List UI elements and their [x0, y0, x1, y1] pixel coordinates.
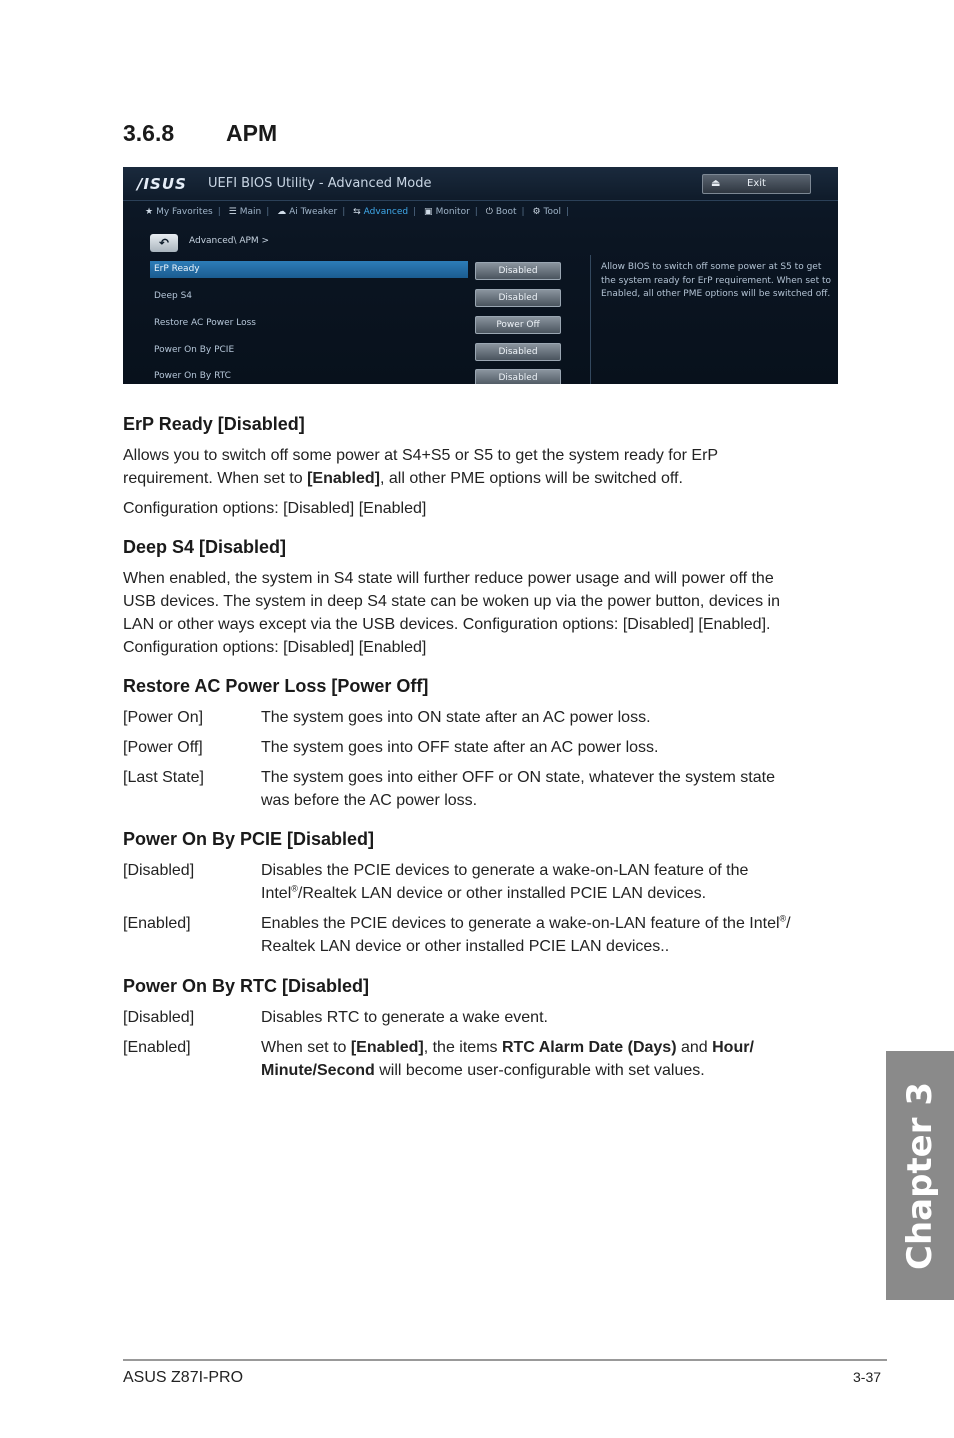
- erp-line-2-pre: requirement. When set to: [123, 470, 308, 487]
- desc-text: /Realtek LAN device or other installed PCIE LAN devices.: [297, 885, 707, 902]
- option-desc: The system goes into OFF state after an AC power loss.: [261, 739, 659, 756]
- erp-heading: ErP Ready [Disabled]: [123, 414, 305, 434]
- bios-divider: [590, 255, 591, 384]
- tab-label: Ai Tweaker: [289, 207, 338, 217]
- option-term: [Disabled]: [123, 862, 195, 879]
- exit-label: Exit: [747, 178, 766, 189]
- bios-value-restore-ac[interactable]: Power Off: [475, 316, 561, 334]
- deep-s4-line-3: LAN or other ways except via the USB devices. Configuration options: [Disabled] [Enabled].: [123, 616, 771, 633]
- deep-s4-line-4: Configuration options: [Disabled] [Enabled]: [123, 639, 427, 656]
- option-desc: Disables the PCIE devices to generate a wake-on-LAN feature of the: [261, 862, 749, 879]
- bios-app-title: UEFI BIOS Utility - Advanced Mode: [208, 176, 432, 191]
- option-term: [Last State]: [123, 769, 204, 786]
- option-term: [Power Off]: [123, 739, 203, 756]
- option-desc-cont: [261, 882, 839, 905]
- advanced-icon: ⇆: [353, 207, 361, 217]
- tab-label: Advanced: [363, 207, 409, 217]
- section-title: APM: [226, 120, 278, 146]
- option-term: [Enabled]: [123, 915, 191, 932]
- page-number: 3-37: [853, 1369, 882, 1385]
- registered-mark: ®: [291, 883, 298, 894]
- list-icon: ☰: [228, 207, 237, 217]
- nav-separator: |: [521, 207, 525, 217]
- option-desc-cont: [261, 1059, 839, 1082]
- bios-screenshot: [123, 167, 838, 384]
- tab-my-favorites[interactable]: [145, 207, 213, 217]
- chapter-label: Chapter 3: [900, 1081, 940, 1270]
- bold-text: RTC Alarm Date (Days): [501, 1039, 677, 1056]
- pcie-heading: Power On By PCIE [Disabled]: [123, 829, 375, 849]
- nav-separator: |: [413, 207, 417, 217]
- bios-help-text: Allow BIOS to switch off some power at S5 to get the system ready for ErP requirement. When set to Enabled, all other PME options will be switched off.: [601, 262, 832, 299]
- tab-tool[interactable]: [532, 207, 561, 217]
- asus-logo: /ISUS: [137, 175, 187, 193]
- option-term: [Power On]: [123, 709, 204, 726]
- exit-icon: ⏏: [711, 178, 721, 189]
- erp-line-2-bold: [Enabled]: [307, 470, 380, 487]
- bios-value-power-on-pcie[interactable]: Disabled: [475, 343, 561, 361]
- bios-value-power-on-rtc[interactable]: Disabled: [475, 369, 561, 384]
- tab-label: Tool: [543, 207, 562, 217]
- section-number: 3.6.8: [123, 120, 175, 146]
- registered-mark: ®: [779, 913, 787, 924]
- option-term: [Disabled]: [123, 1009, 195, 1026]
- erp-line-2-post: , all other PME options will be switched off.: [379, 470, 683, 487]
- nav-separator: |: [566, 207, 570, 217]
- option-desc-cont: was before the AC power loss.: [261, 792, 478, 809]
- tweaker-icon: ☁: [277, 207, 287, 217]
- footer-rule: [123, 1359, 887, 1361]
- rtc-heading: Power On By RTC [Disabled]: [123, 976, 370, 996]
- back-button[interactable]: ↶: [150, 234, 178, 252]
- tab-ai-tweaker[interactable]: [277, 207, 337, 217]
- bios-item-power-on-rtc[interactable]: Power On By RTC: [154, 371, 231, 381]
- bios-value-deep-s4[interactable]: Disabled: [475, 289, 561, 307]
- tab-label: My Favorites: [156, 207, 213, 217]
- deep-s4-line-2: USB devices. The system in deep S4 state can be woken up via the power button, devices in: [123, 593, 780, 610]
- deep-s4-heading: Deep S4 [Disabled]: [123, 537, 287, 557]
- star-icon: ★: [145, 207, 154, 217]
- desc-text: will become user-configurable with set values.: [374, 1062, 705, 1079]
- desc-text: and: [676, 1039, 713, 1056]
- tab-label: Main: [239, 207, 262, 217]
- option-desc: [261, 912, 839, 935]
- option-desc: The system goes into ON state after an AC power loss.: [261, 709, 651, 726]
- power-icon: ⏻: [485, 207, 493, 217]
- erp-line-2: [123, 467, 838, 490]
- tab-label: Boot: [495, 207, 517, 217]
- tab-label: Monitor: [435, 207, 470, 217]
- tab-monitor[interactable]: [424, 207, 470, 217]
- desc-text: , the items: [423, 1039, 502, 1056]
- breadcrumb: Advanced\ APM >: [189, 236, 270, 246]
- monitor-icon: ▣: [424, 207, 433, 217]
- deep-s4-line-1: When enabled, the system in S4 state will further reduce power usage and will power off the: [123, 570, 774, 587]
- bold-text: [Enabled]: [350, 1039, 424, 1056]
- erp-config: Configuration options: [Disabled] [Enabled]: [123, 500, 427, 517]
- footer-model: ASUS Z87I-PRO: [123, 1369, 244, 1386]
- bios-item-power-on-pcie[interactable]: Power On By PCIE: [154, 345, 235, 355]
- desc-text: Enables the PCIE devices to generate a wake-on-LAN feature of the Intel: [261, 915, 780, 932]
- chapter-tab: [886, 1051, 954, 1300]
- bold-text: Minute/Second: [261, 1062, 375, 1079]
- bios-item-restore-ac[interactable]: Restore AC Power Loss: [154, 318, 256, 328]
- bios-item-deep-s4[interactable]: Deep S4: [154, 291, 193, 301]
- bios-title-bar: [123, 167, 838, 201]
- tool-icon: ⚙: [532, 207, 541, 217]
- bios-value-erp-ready[interactable]: Disabled: [475, 262, 561, 280]
- nav-separator: |: [266, 207, 270, 217]
- tab-boot[interactable]: [486, 207, 517, 217]
- nav-separator: |: [342, 207, 346, 217]
- option-desc: [261, 1036, 839, 1059]
- option-term: [Enabled]: [123, 1039, 191, 1056]
- bios-item-erp-ready[interactable]: ErP Ready: [150, 261, 468, 278]
- nav-separator: |: [474, 207, 478, 217]
- option-desc-cont: Realtek LAN device or other installed PCIE LAN devices..: [261, 938, 670, 955]
- tab-main[interactable]: [229, 207, 262, 217]
- bios-nav-bar: [145, 207, 574, 223]
- option-desc: Disables RTC to generate a wake event.: [261, 1009, 548, 1026]
- erp-line-1: Allows you to switch off some power at S4+S5 or S5 to get the system ready for ErP: [123, 447, 719, 464]
- option-desc: The system goes into either OFF or ON state, whatever the system state: [261, 769, 775, 786]
- exit-button[interactable]: [702, 174, 811, 194]
- tab-advanced[interactable]: [353, 207, 408, 217]
- bold-text: Hour/: [712, 1039, 754, 1056]
- restore-ac-heading: Restore AC Power Loss [Power Off]: [123, 676, 429, 696]
- slash-text: /: [786, 915, 791, 932]
- intel-text: Intel: [261, 885, 292, 902]
- nav-separator: |: [217, 207, 221, 217]
- desc-text: When set to: [261, 1039, 351, 1056]
